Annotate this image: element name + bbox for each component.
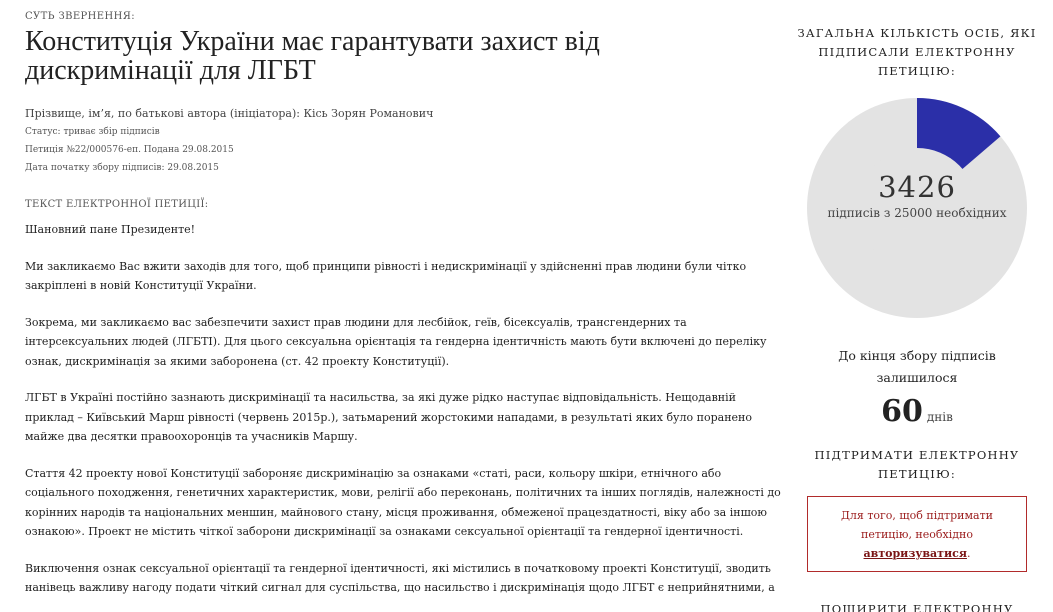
support-heading: ПІДТРИМАТИ ЕЛЕКТРОННУ ПЕТИЦІЮ: (814, 448, 1020, 481)
signature-count: 3426 (878, 170, 956, 204)
chart-center-text (807, 172, 1027, 224)
petition-paragraph: Зокрема, ми закликаємо вас забезпечити захист прав людини для лесбійок, геїв, бісексуалів, трансгендерних та інтерсексуальних людей (ЛГБТІ). Для цього сексуальна орієнтація та гендерна ідентичність мають бути включені до переліку ознак, дискримінація за якими заборонена (ст. 42 проекту Конституції). (25, 315, 767, 368)
days-left-number: 60 (881, 394, 923, 429)
login-link[interactable]: авторизуватися (863, 547, 967, 560)
days-remaining-label: До кінця збору підписів залишилося (838, 348, 996, 385)
petition-sidebar (797, 24, 1037, 612)
petition-number: Петиція №22/000576-еп. Подана 29.08.2015 (25, 145, 234, 155)
petition-title: Конституція України має гарантувати захист від дискримінації для ЛГБТ (25, 26, 600, 86)
auth-notice-end: . (966, 547, 971, 560)
signatures-caption: підписів з 25000 необхідних (827, 206, 1007, 220)
petition-meta (25, 105, 785, 177)
share-heading: ПОШИРИТИ ЕЛЕКТРОННУ (820, 602, 1014, 612)
petition-paragraph: Ми закликаємо Вас вжити заходів для того, щоб принципи рівності і недискримінації у здійсненні прав людини були чітко закріплені в новій Конституції України. (25, 259, 747, 292)
petition-main (25, 10, 785, 598)
petition-paragraph: Шановний пане Президенте! (25, 223, 196, 236)
petition-paragraph: Стаття 42 проекту нової Конституції забороняє дискримінацію за ознаками «статі, раси, кольору шкіри, етнічного або соціального походження, генетичних характеристик, мови, релігії або переконань, політичних та інших поглядів, належності до корінних народів та національних меншин, майнового стану, місця проживання, обмеженої працездатності, віку або за іншою ознакою». Проект не містить чіткої заборони дискримінації за ознаками сексуальної орієнтації та гендерної ідентичності. (25, 466, 781, 538)
petition-paragraph: ЛГБТ в Україні постійно зазнають дискримінації та насильства, за які дуже рідко наступає відповідальність. Нещодавній приклад – Київський Марш рівності (червень 2015р.), затьмарений жорстокими нападами, в результаті яких було поранено майже два десятки правоохоронців та учасників Маршу. (25, 391, 752, 443)
auth-notice-text: Для того, щоб підтримати петицію, необхідно (840, 509, 994, 541)
total-signatures-heading: ЗАГАЛЬНА КІЛЬКІСТЬ ОСІБ, ЯКІ ПІДПИСАЛИ ЕЛЕКТРОННУ ПЕТИЦІЮ: (797, 26, 1037, 78)
subject-label: СУТЬ ЗВЕРНЕННЯ: (25, 11, 135, 22)
petition-paragraph: Виключення ознак сексуальної орієнтації та гендерної ідентичності, які містились в початковому проекті Конституції, зводить нанівець важливу нагоду подати чіткий сигнал для суспільства, що насильство і дискримінація щодо ЛГБТ є неприйнятними, а (25, 561, 775, 594)
status-line: Статус: триває збір підписів (25, 127, 160, 137)
signature-progress-chart (807, 98, 1027, 318)
petition-text-label: ТЕКСТ ЕЛЕКТРОННОЇ ПЕТИЦІЇ: (25, 199, 209, 210)
author-line: Прізвище, ім’я, по батькові автора (ініціатора): Кісь Зорян Романович (25, 107, 434, 120)
auth-notice-box (807, 496, 1027, 572)
start-date: Дата початку збору підписів: 29.08.2015 (25, 163, 219, 173)
days-remaining (797, 395, 1037, 434)
days-unit: днів (926, 410, 953, 424)
